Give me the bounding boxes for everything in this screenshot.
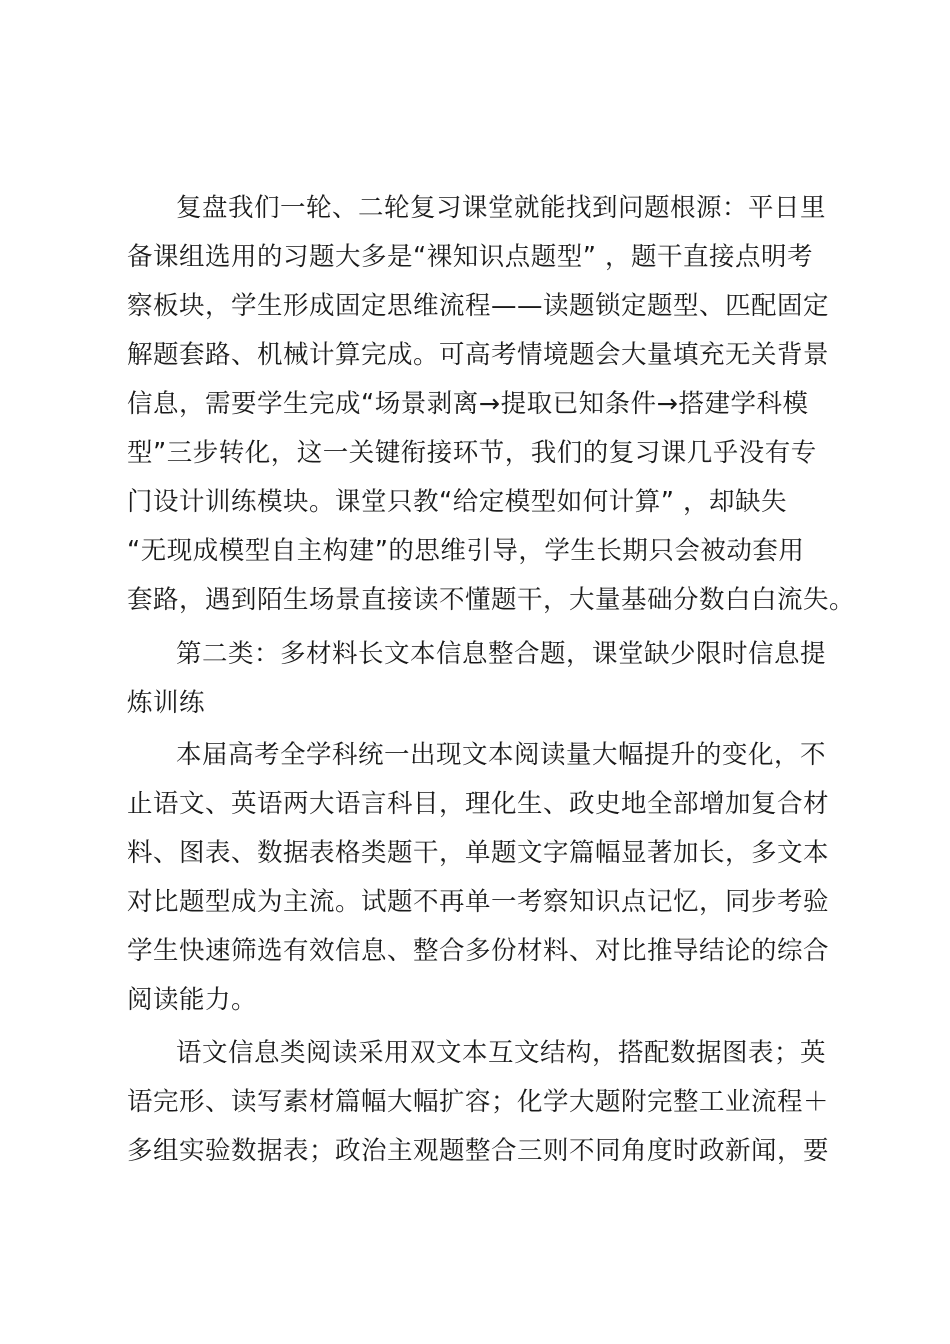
paragraph-line: 信息，需要学生完成“场景剥离→提取已知条件→搭建学科模 <box>127 389 809 419</box>
paragraph-line: 语文信息类阅读采用双文本互文结构，搭配数据图表；英 <box>176 1038 827 1068</box>
paragraph-line: 料、图表、数据表格类题干，单题文字篇幅显著加长，多文本 <box>127 838 830 868</box>
paragraph-line: 学生快速筛选有效信息、整合多份材料、对比推导结论的综合 <box>127 936 830 966</box>
paragraph-line: 阅读能力。 <box>127 985 258 1015</box>
section-heading-line: 炼训练 <box>127 688 206 718</box>
paragraph-line: 止语文、英语两大语言科目，理化生、政史地全部增加复合材 <box>127 789 830 819</box>
paragraph-line: 备课组选用的习题大多是“裸知识点题型” ，题干直接点明考 <box>127 242 814 272</box>
paragraph-line: 型”三步转化，这一关键衔接环节，我们的复习课几乎没有专 <box>127 438 817 468</box>
paragraph-line: 复盘我们一轮、二轮复习课堂就能找到问题根源：平日里 <box>176 193 827 223</box>
paragraph-line: 多组实验数据表；政治主观题整合三则不同角度时政新闻，要 <box>127 1136 830 1166</box>
section-heading-line: 第二类：多材料长文本信息整合题，课堂缺少限时信息提 <box>176 639 827 669</box>
paragraph-line: 察板块，学生形成固定思维流程——读题锁定题型、匹配固定 <box>127 291 830 321</box>
paragraph-line: 门设计训练模块。课堂只教“给定模型如何计算” ，却缺失 <box>127 487 788 517</box>
paragraph-line: 套路，遇到陌生场景直接读不懂题干，大量基础分数白白流失。 <box>127 585 856 615</box>
paragraph-line: 解题套路、机械计算完成。可高考情境题会大量填充无关背景 <box>127 340 830 370</box>
paragraph-line: 语完形、读写素材篇幅大幅扩容；化学大题附完整工业流程＋ <box>127 1087 830 1117</box>
paragraph-line: “无现成模型自主构建”的思维引导，学生长期只会被动套用 <box>127 536 805 566</box>
paragraph-line: 对比题型成为主流。试题不再单一考察知识点记忆，同步考验 <box>127 887 830 917</box>
paragraph-line: 本届高考全学科统一出现文本阅读量大幅提升的变化，不 <box>176 740 827 770</box>
